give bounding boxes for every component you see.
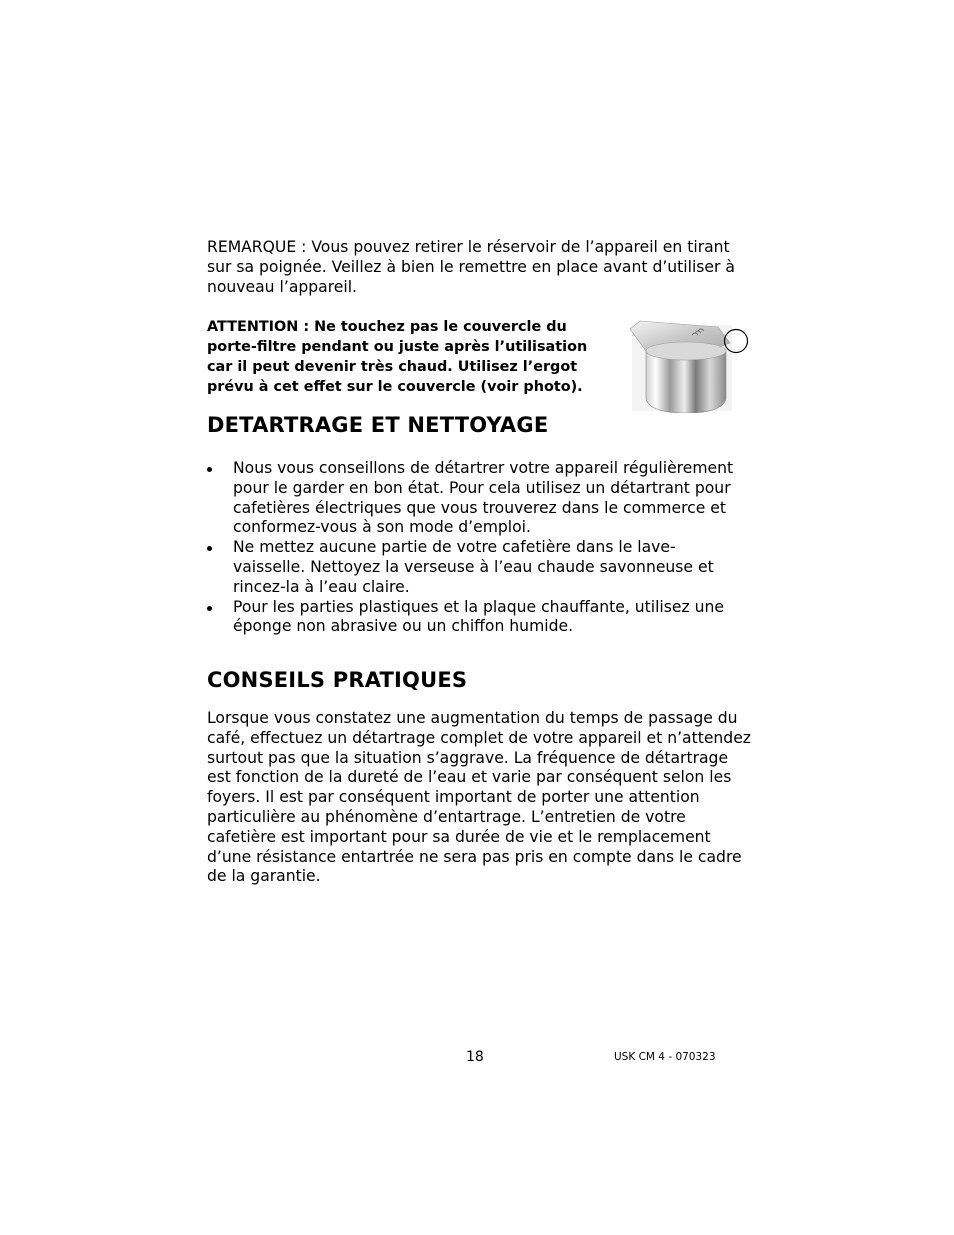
list-item-text: Nous vous conseillons de détartrer votre appareil régulièrement pour le garder en bon état. Pour cela utilisez un détartrant pour cafetières électriques que vous trouverez dans le commerce et conformez-vous à son mode d’emploi. (233, 459, 734, 537)
list-item-text: Ne mettez aucune partie de votre cafetière dans le lave-vaisselle. Nettoyez la verseuse à l’eau chaude savonneuse et rincez-la à l’eau claire. (233, 538, 714, 596)
detartrage-bullet-list (207, 459, 747, 637)
section-title-conseils: CONSEILS PRATIQUES (207, 668, 468, 692)
list-item (207, 459, 747, 538)
remarque-paragraph: REMARQUE : Vous pouvez retirer le réservoir de l’appareil en tirant sur sa poignée. Veillez à bien le remettre en place avant d’utiliser à nouveau l’appareil. (207, 238, 735, 296)
bullet-icon (207, 546, 212, 551)
conseils-paragraph: Lorsque vous constatez une augmentation du temps de passage du café, effectuez un détartrage complet de votre appareil et n’attendez surtout pas que la situation s’aggrave. La fréquence de détartrage est fonction de la dureté de l’eau et varie par conséquent selon les foyers. Il est par conséquent important de porter une attention particulière au phénomène d’entartrage. L’entretien de votre cafetière est important pour sa durée de vie et le remplacement d’une résistance entartrée ne sera pas pris en compte dans le cadre de la garantie. (207, 709, 751, 886)
attention-paragraph: ATTENTION : Ne touchez pas le couvercle du porte-filtre pendant ou juste après l’utilisation car il peut devenir très chaud. Utilisez l’ergot prévu à cet effet sur le couvercle (voir photo). (207, 319, 588, 395)
list-item-text: Pour les parties plastiques et la plaque chauffante, utilisez une éponge non abrasive ou un chiffon humide. (233, 597, 724, 636)
document-reference: USK CM 4 - 070323 (614, 1051, 716, 1063)
bullet-icon (207, 467, 212, 472)
page-number: 18 (466, 1049, 484, 1065)
list-item (207, 598, 747, 638)
bullet-icon (207, 606, 212, 611)
filter-lid-photo (626, 313, 752, 413)
section-title-detartrage: DETARTRAGE ET NETTOYAGE (207, 413, 549, 437)
list-item (207, 538, 747, 597)
